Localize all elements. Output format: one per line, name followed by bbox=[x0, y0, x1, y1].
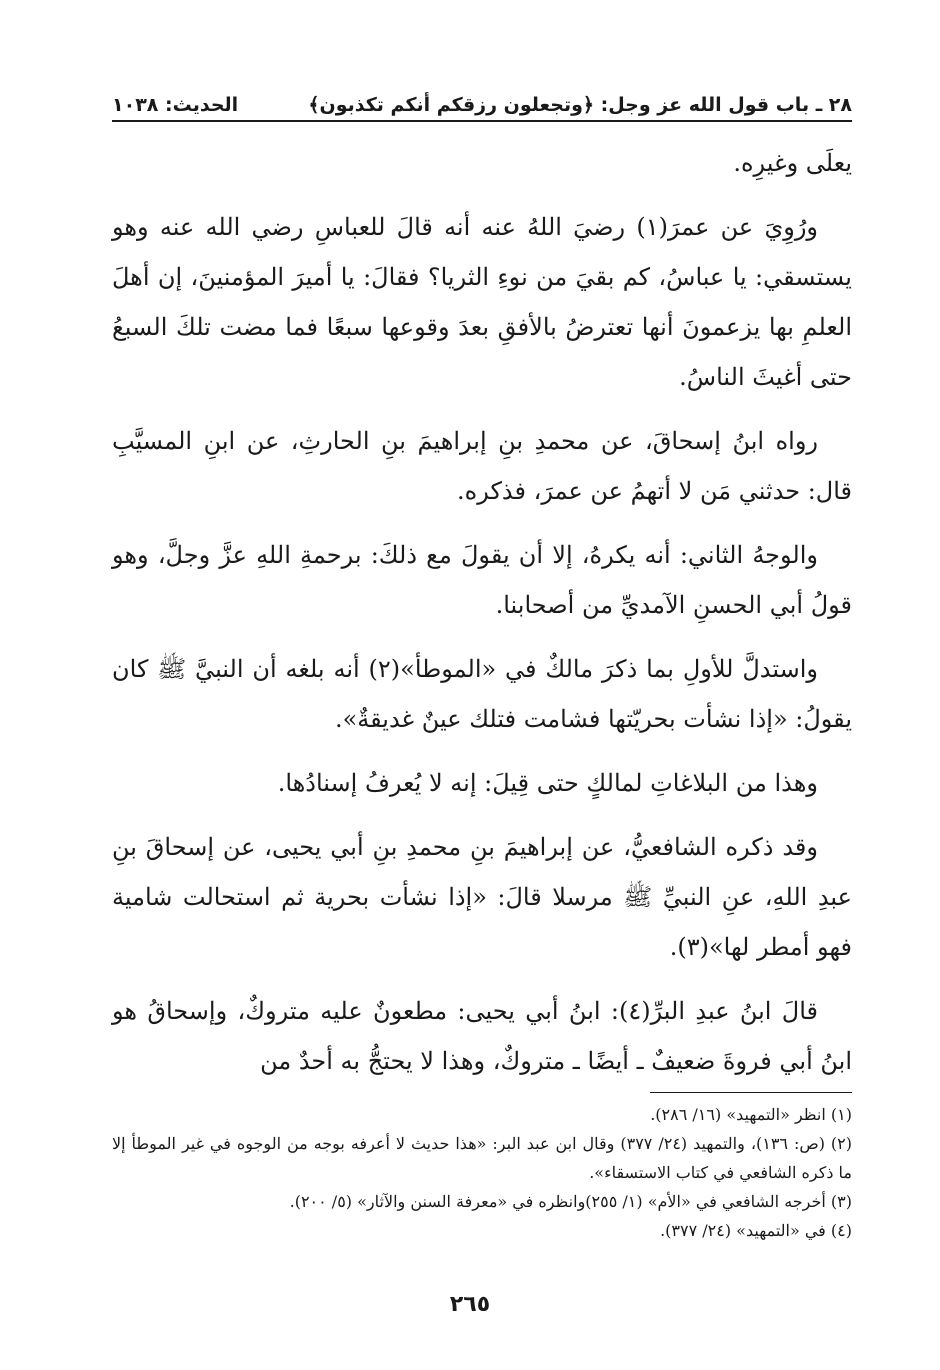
paragraph: وهذا من البلاغاتِ لمالكٍ حتى قِيلَ: إنه لا يُعرفُ إسنادُها. bbox=[277, 769, 818, 797]
footnote: (١) انظر «التمهيد» (١٦/ ٢٨٦). bbox=[650, 1105, 852, 1124]
footnote: (٣) أخرجه الشافعي في «الأم» (١/ ٢٥٥)وانظره في «معرفة السنن والآثار» (٥/ ٢٠٠). bbox=[289, 1192, 852, 1211]
paragraph: واستدلَّ للأولِ بما ذكرَ مالكٌ في «الموطأ»(٢) أنه بلغه أن النبيَّ ﷺ كان يقولُ: «إذا نشأت بحريّتها فشامت فتلك عينٌ غديقةٌ». bbox=[112, 655, 852, 733]
footnote-divider bbox=[650, 1092, 852, 1093]
paragraph: رواه ابنُ إسحاقَ، عن محمدِ بنِ إبراهيمَ بنِ الحارثِ، عن ابنِ المسيَّبِ قال: حدثني مَن لا أتهمُ عن عمرَ، فذكره. bbox=[112, 427, 852, 505]
main-text bbox=[112, 138, 852, 1100]
paragraph: قالَ ابنُ عبدِ البرِّ(٤): ابنُ أبي يحيى: مطعونٌ عليه متروكٌ، وإسحاقُ هو ابنُ أبي فروةَ ضعيفٌ ـ أيضًا ـ متروكٌ، وهذا لا يحتجُّ به أحدٌ من bbox=[112, 997, 852, 1075]
header-divider bbox=[112, 120, 852, 122]
hadith-number: الحديث: ١٠٣٨ bbox=[112, 94, 239, 116]
paragraph: والوجهُ الثاني: أنه يكرهُ، إلا أن يقولَ مع ذلكَ: برحمةِ اللهِ عزَّ وجلَّ، وهو قولُ أبي الحسنِ الآمديِّ من أصحابنا. bbox=[112, 541, 852, 619]
footnote: (٢) (ص: ١٣٦)، والتمهيد (٢٤/ ٣٧٧) وقال ابن عبد البر: «هذا حديث لا أعرفه بوجه من الوجوه في غير الموطأ إلا ما ذكره الشافعي في كتاب الاستسقاء». bbox=[112, 1134, 853, 1182]
chapter-title: ٢٨ ـ باب قول الله عز وجل: ﴿وتجعلون رزقكم أنكم تكذبون﴾ bbox=[308, 94, 852, 116]
paragraph: يعلَى وغيرِه. bbox=[733, 149, 852, 177]
running-header bbox=[112, 80, 852, 116]
paragraph: ورُوِيَ عن عمرَ(١) رضيَ اللهُ عنه أنه قالَ للعباسِ رضي الله عنه وهو يستسقي: يا عباسُ، كم بقيَ من نوءِ الثريا؟ فقالَ: يا أميرَ المؤمنينَ، إن أهلَ العلمِ بها يزعمونَ أنها تعترضُ بالأفقِ بعدَ وقوعها سبعًا فما مضت تلكَ السبعُ حتى أغيثَ الناسُ. bbox=[112, 213, 852, 391]
page-number: ٢٦٥ bbox=[449, 1292, 491, 1317]
footnotes bbox=[112, 1100, 852, 1245]
paragraph: وقد ذكره الشافعيُّ، عن إبراهيمَ بنِ محمدِ بنِ أبي يحيى، عن إسحاقَ بنِ عبدِ اللهِ، عنِ النبيِّ ﷺ مرسلا قالَ: «إذا نشأت بحرية ثم استحالت شامية فهو أمطر لها»(٣). bbox=[112, 833, 852, 961]
footnote: (٤) في «التمهيد» (٢٤/ ٣٧٧). bbox=[660, 1221, 852, 1240]
